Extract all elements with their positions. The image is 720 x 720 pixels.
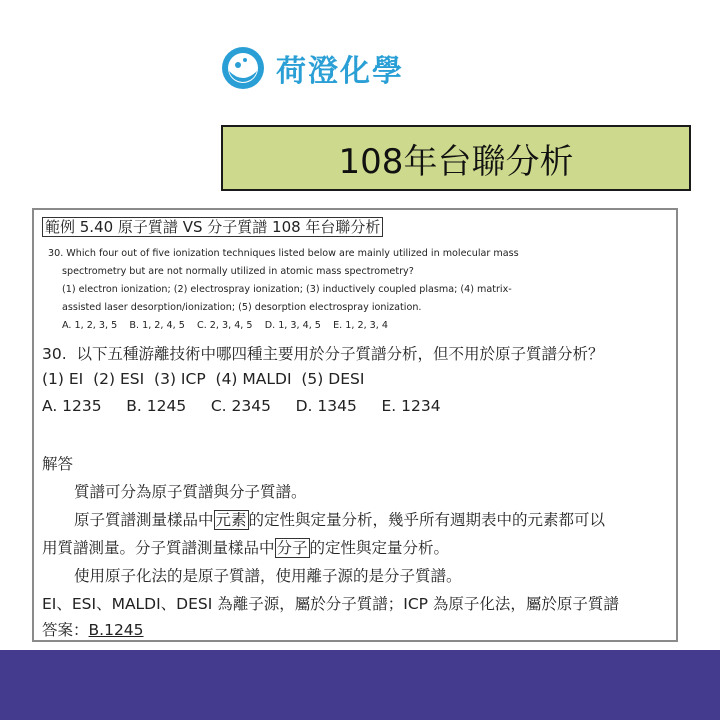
explanation-p4: 使用原子化法的是原子質譜，使用離子源的是分子質譜。 — [74, 567, 462, 585]
english-question-line-2: spectrometry but are not normally utilized in atomic mass spectrometry? — [62, 266, 414, 277]
brand-logo — [220, 44, 404, 92]
english-question-line-3: (1) electron ionization; (2) electrospray ionization; (3) inductively coupled plasma; (4) matrix- — [62, 284, 512, 295]
document-excerpt — [32, 208, 678, 642]
chinese-question: 30. 以下五種游離技術中哪四種主要用於分子質譜分析，但不用於原子質譜分析？ — [42, 345, 604, 363]
answer-line: 答案：B.1245 — [42, 621, 144, 639]
flask-globe-icon — [220, 45, 266, 91]
technique-list: (1) EI (2) ESI (3) ICP (4) MALDI (5) DESI — [42, 370, 365, 388]
slide-title: 108年台聯分析 — [338, 141, 574, 182]
example-header: 範例 5.40 原子質譜 VS 分子質譜 108 年台聯分析 — [42, 216, 383, 237]
highlight-element: 元素 — [215, 511, 247, 529]
answer-value: B.1245 — [88, 621, 144, 639]
highlight-molecule: 分子 — [276, 539, 308, 557]
explanation-p1: 質譜可分為原子質譜與分子質譜。 — [74, 483, 307, 501]
footer-band — [0, 650, 720, 720]
english-options: A. 1, 2, 3, 5 B. 1, 2, 4, 5 C. 2, 3, 4, 5 D. 1, 3, 4, 5 E. 1, 2, 3, 4 — [62, 320, 388, 331]
explanation-p3: 用質譜測量。分子質譜測量樣品中 分子 的定性與定量分析。 — [42, 539, 450, 557]
slide-title-box — [221, 125, 691, 191]
brand-name: 荷澄化學 — [276, 54, 404, 89]
english-question-line-1: 30. Which four out of five ionization techniques listed below are mainly utilized in molecular mass — [48, 248, 519, 259]
english-question-line-4: assisted laser desorption/ionization; (5) desorption electrospray ionization. — [62, 302, 422, 313]
answer-heading: 解答 — [42, 455, 74, 473]
explanation-p2: 原子質譜測量樣品中 元素 的定性與定量分析，幾乎所有週期表中的元素都可以 — [74, 511, 606, 529]
chinese-options: A. 1235 B. 1245 C. 2345 D. 1345 E. 1234 — [42, 397, 441, 415]
explanation-p5: EI、ESI、MALDI、DESI 為離子源，屬於分子質譜；ICP 為原子化法，屬於原子質譜 — [42, 595, 619, 613]
